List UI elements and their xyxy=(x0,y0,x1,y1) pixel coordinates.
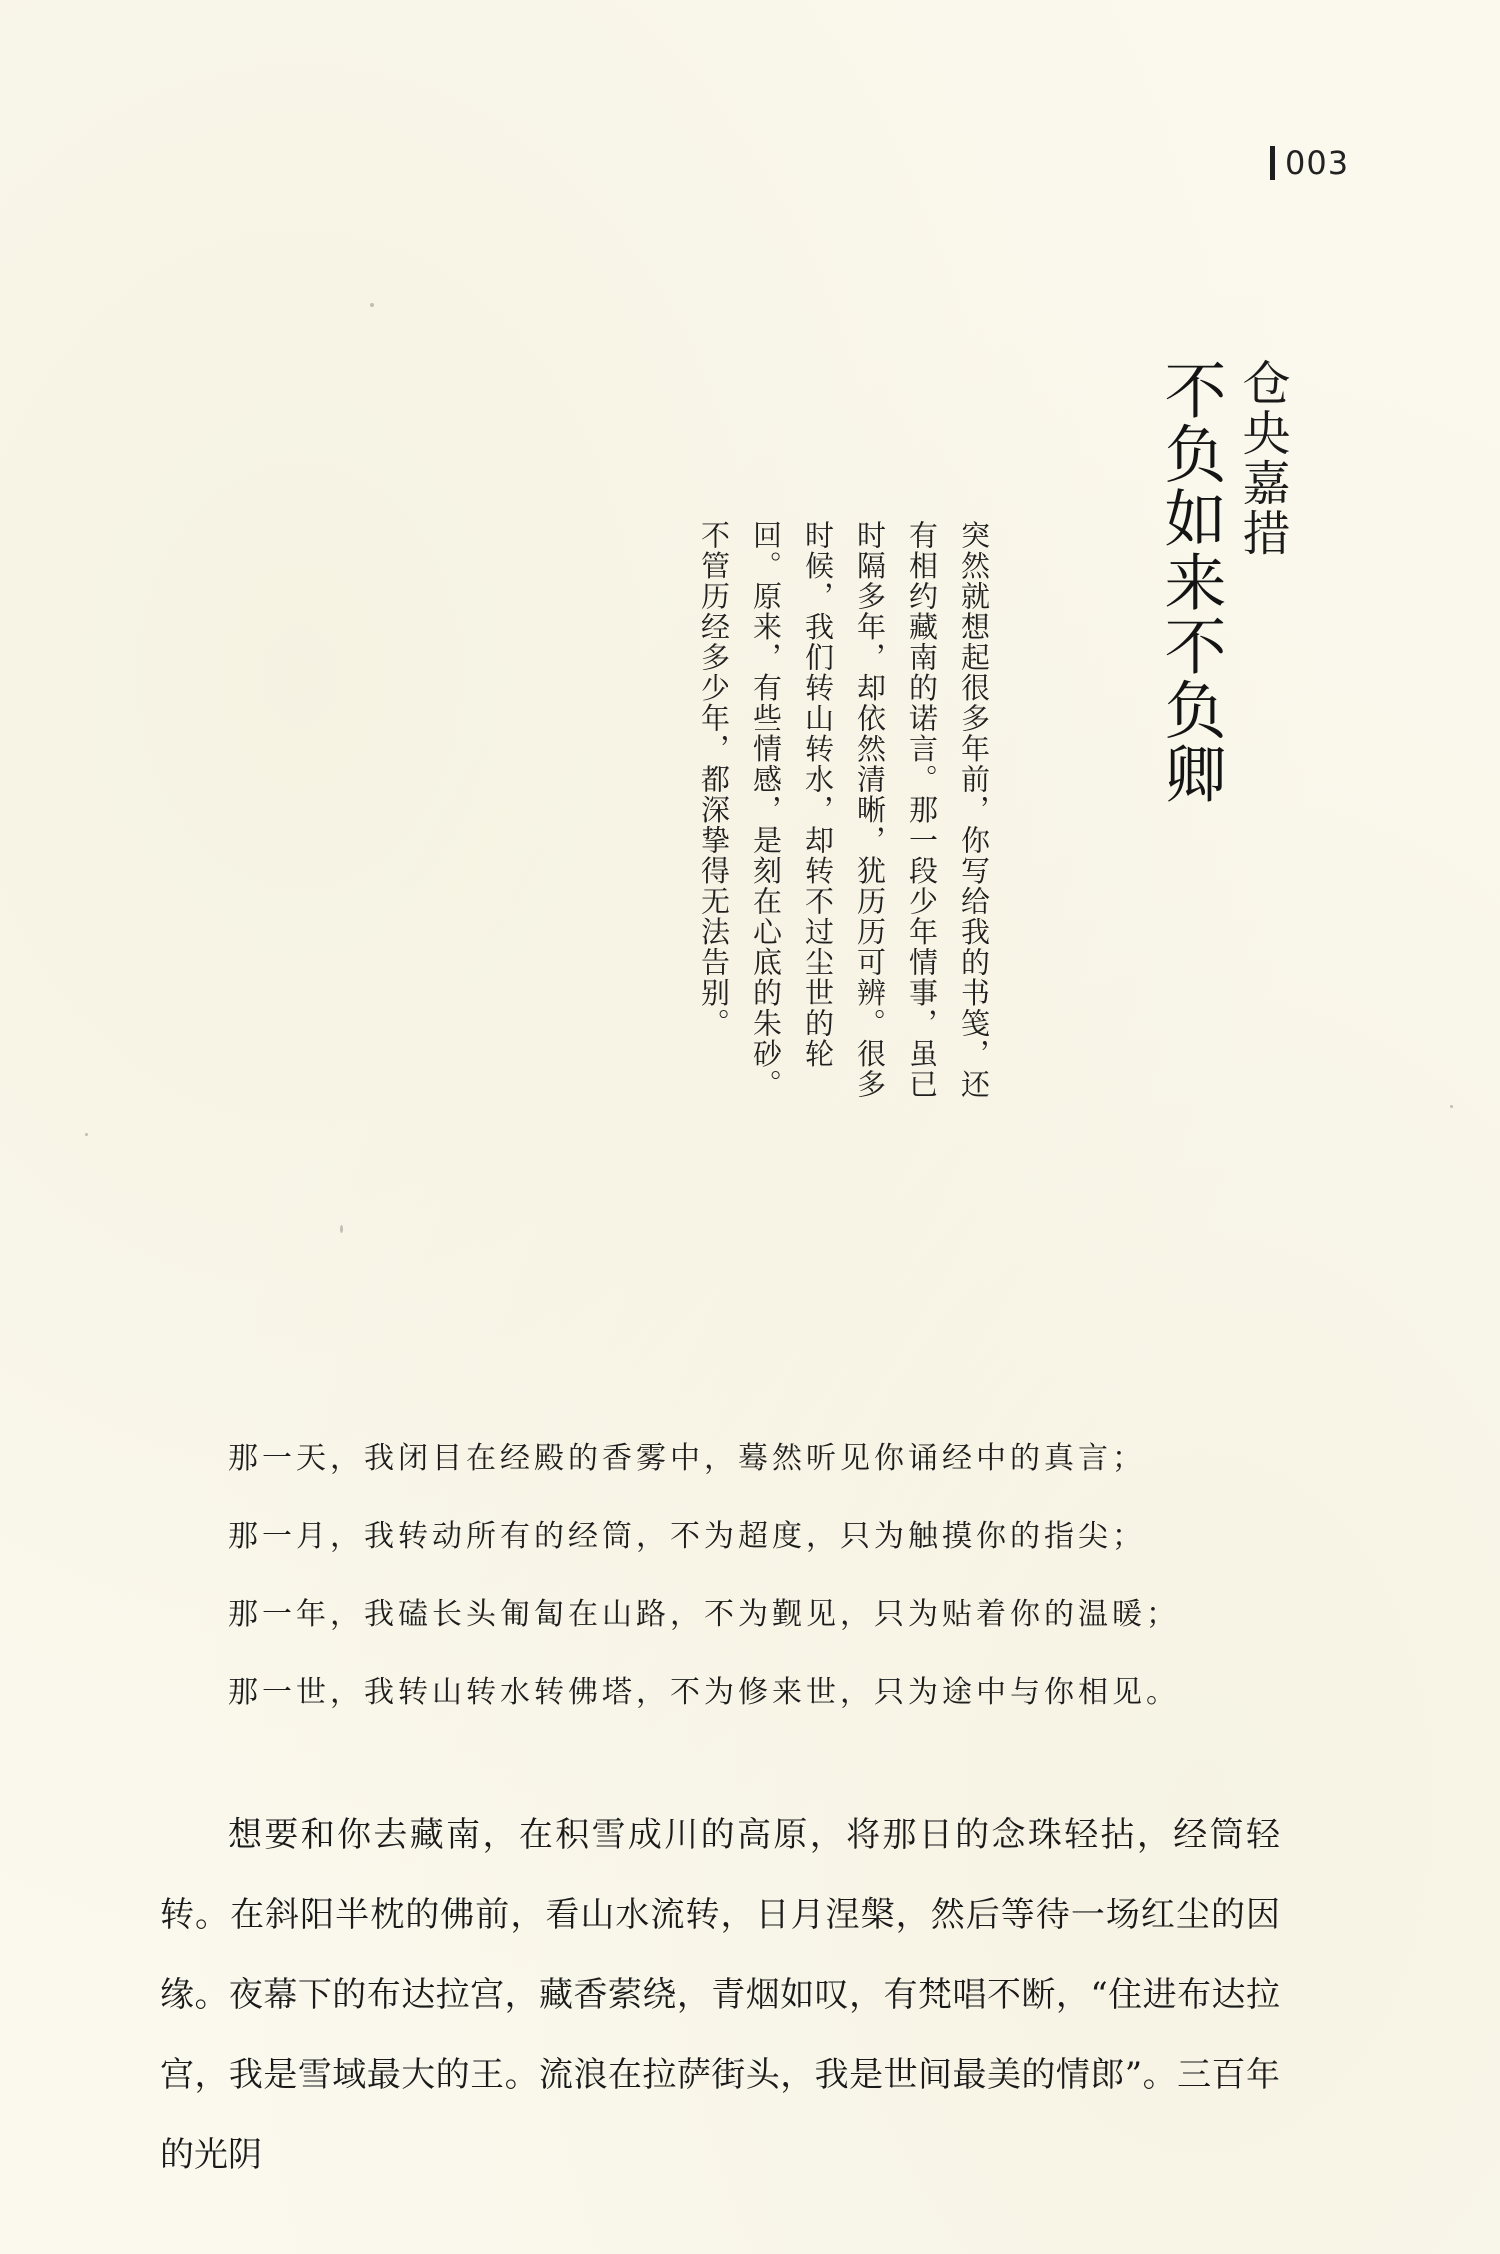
body-paragraph xyxy=(160,1795,1280,2195)
paper-speck xyxy=(370,303,374,307)
page-number-bar xyxy=(1270,146,1275,180)
page-number xyxy=(1270,140,1349,186)
page-number-text: 003 xyxy=(1285,144,1350,182)
poem xyxy=(228,1420,1308,1732)
body-paragraph-text: 想要和你去藏南，在积雪成川的高原，将那日的念珠轻拈，经筒轻转。在斜阳半枕的佛前，看山水流转，日月涅槃，然后等待一场红尘的因缘。夜幕下的布达拉宫，藏香萦绕，青烟如叹，有梵唱不断，“住进布达拉宫，我是雪域最大的王。流浪在拉萨街头，我是世间最美的情郎”。三百年的光阴 xyxy=(160,1815,1280,2175)
poem-line: 那一天，我闭目在经殿的香雾中，蓦然听见你诵经中的真言； xyxy=(228,1441,1146,1476)
chapter-subtitle: 仓央嘉措 xyxy=(1234,358,1290,558)
poem-line: 那一月，我转动所有的经筒，不为超度，只为触摸你的指尖； xyxy=(228,1519,1146,1554)
paper-speck xyxy=(1450,1105,1453,1108)
epigraph-text: 突然就想起很多年前，你写给我的书笺，还有相约藏南的诺言。那一段少年情事，虽已时隔多年，却依然清晰，犹历历可辨。很多时候，我们转山转水，却转不过尘世的轮回。原来，有些情感，是刻在心底的朱砂。不管历经多少年，都深挚得无法告别。 xyxy=(697,520,991,1100)
epigraph xyxy=(680,520,1000,1120)
paper-speck xyxy=(85,1133,88,1136)
poem-line: 那一世，我转山转水转佛塔，不为修来世，只为途中与你相见。 xyxy=(228,1675,1180,1710)
poem-line: 那一年，我磕长头匍匐在山路，不为觐见，只为贴着你的温暖； xyxy=(228,1597,1180,1632)
paper-speck xyxy=(340,1225,343,1233)
chapter-title: 不负如来不负卿 xyxy=(1154,358,1227,806)
